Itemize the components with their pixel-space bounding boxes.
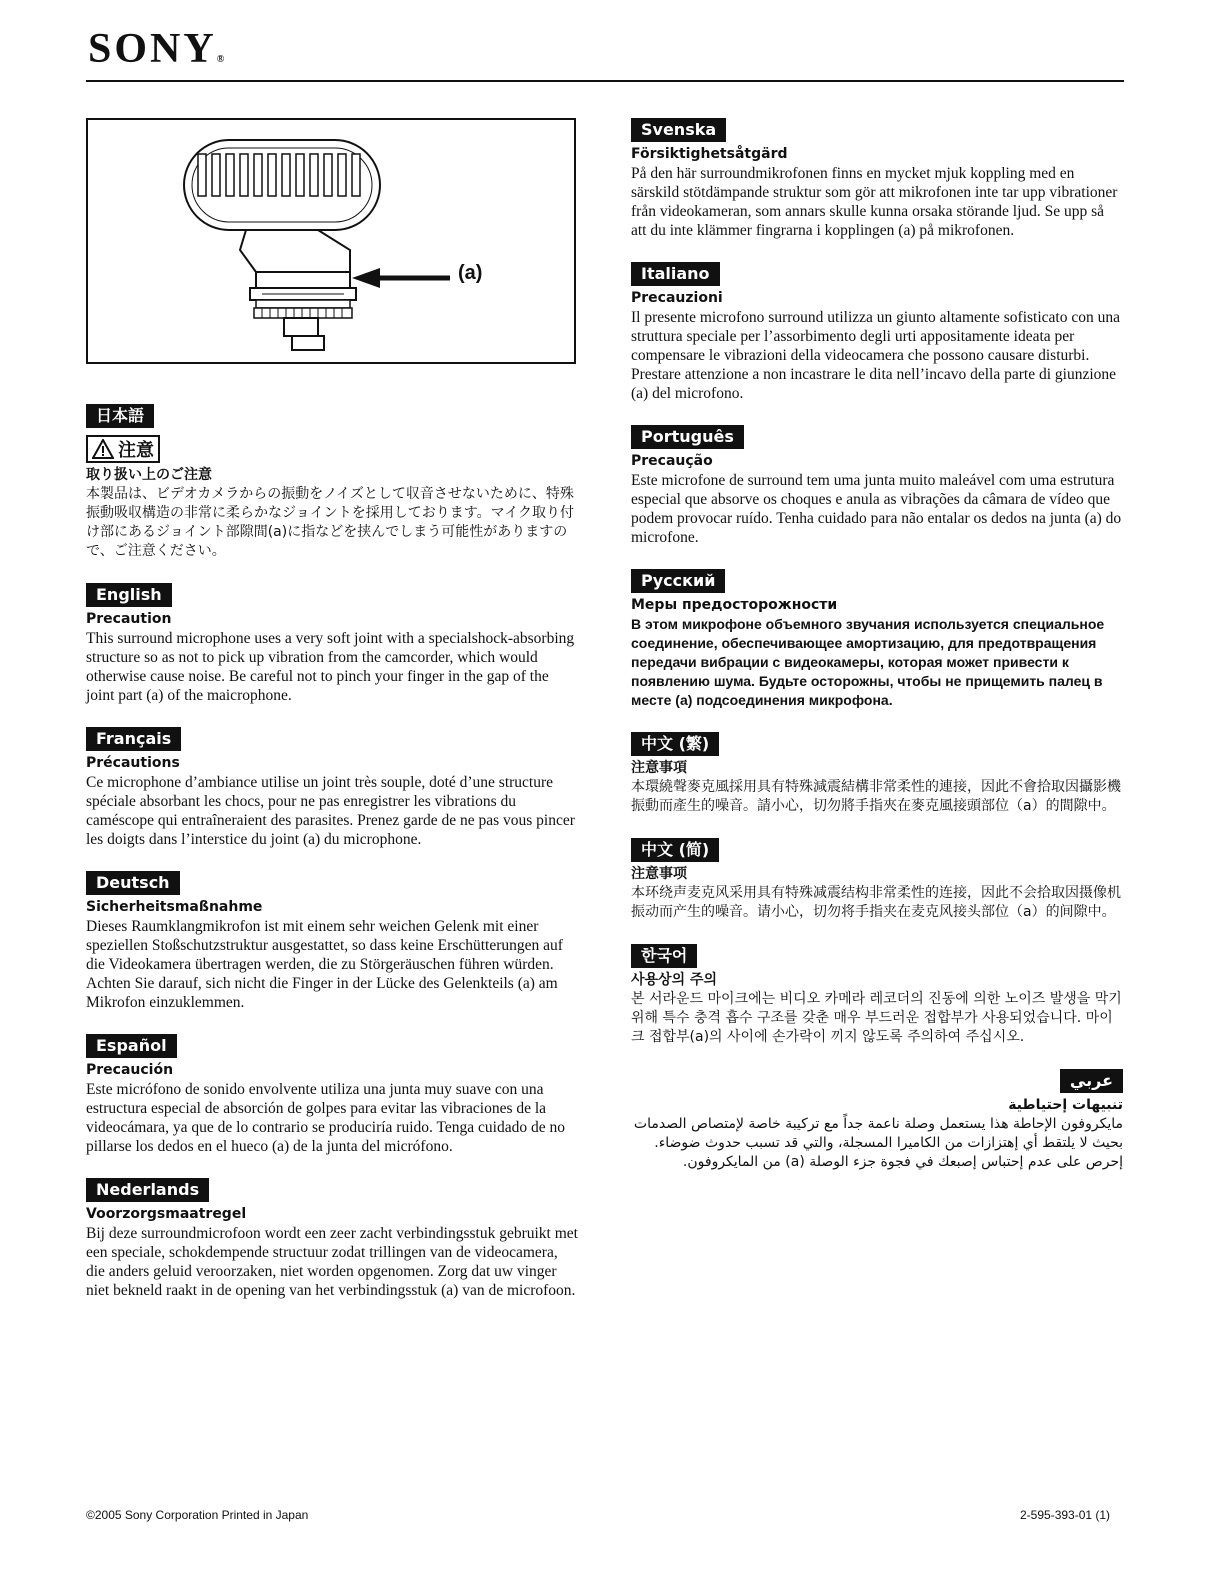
section-body: 本环绕声麦克风采用具有特殊减震结构非常柔性的连接，因此不会拾取因摄像机振动而产生的噪音。请小心，切勿将手指夹在麦克风接头部位（a）的间隙中。: [631, 885, 1121, 920]
lang-tag: Nederlands: [86, 1178, 209, 1202]
lang-tag: عربي: [1060, 1069, 1123, 1093]
section-body: Este microfone de surround tem uma junta muito maleável com uma estrutura especial que absorve os choques e anula as vibrações da câmara de vídeo que podem provocar ruído. Tenha cuidado para não entalar os dedos na junta (a) do microfone.: [631, 472, 1122, 546]
section-body: På den här surroundmikrofonen finns en mycket mjuk koppling med en särskild stötdämpande struktur som gör att mikrofonen inte tar upp vibrationer från videokameran, som annars skulle kunna orsaka störande ljud. Se upp så att du inte klämmer fingrarna i kopplingen (a) på mikrofonen.: [631, 165, 1118, 239]
section-body: This surround microphone uses a very soft joint with a specialshock-absorbing structure so as not to pick up vibration from the camcorder, which would otherwise cause noise. Be careful not to pinch your finger in the gap of the joint part (a) of the maicrophone.: [86, 630, 575, 704]
section-korean: [631, 944, 1123, 1047]
section-heading: Меры предосторожности: [631, 597, 838, 613]
section-heading: 사용상의 주의: [631, 972, 718, 988]
lang-tag: Español: [86, 1034, 177, 1058]
section-spanish: [86, 1034, 578, 1156]
section-body: В этом микрофоне объемного звучания используется специальное соединение, обеспечивающее амортизацию, для предотвращения передачи вибрации с видеокамеры, которая может привести к появлению шума. Будьте осторожны, чтобы не прищемить палец в месте (a) подсоединения микрофона.: [631, 616, 1105, 708]
lang-tag: Deutsch: [86, 871, 180, 895]
section-dutch: [86, 1178, 578, 1300]
section-heading: Försiktighetsåtgärd: [631, 146, 788, 162]
section-chinese-traditional: [631, 732, 1123, 816]
section-french: [86, 727, 578, 849]
callout-a: (a): [458, 262, 483, 284]
lang-tag: Português: [631, 425, 744, 449]
left-column: [86, 118, 578, 1322]
section-body: Il presente microfono surround utilizza un giunto altamente sofisticato con una struttura speciale per l’assorbimento degli urti appositamente ideata per compensare le vibrazioni della videocamera che possono causare disturbi. Prestare attenzione a non incastrare le dita nell’incavo della parte di giunzione (a) del microfono.: [631, 309, 1120, 402]
section-english: [86, 583, 578, 705]
lang-tag: Русский: [631, 569, 725, 593]
section-portuguese: [631, 425, 1123, 547]
section-body: 本製品は、ビデオカメラからの振動をノイズとして収音させないために、特殊振動吸収構造の非常に柔らかなジョイントを採用しております。マイク取り付け部にあるジョイント部隙間(a)に指などを挟んでしまう可能性がありますので、ご注意ください。: [86, 486, 575, 559]
section-heading: 取り扱い上のご注意: [86, 467, 212, 483]
lang-tag: English: [86, 583, 172, 607]
caution-label: 注意: [118, 440, 154, 461]
sony-logo: [88, 28, 224, 70]
lang-tag: 한국어: [631, 944, 697, 968]
lang-tag: 中文 (简): [631, 838, 719, 862]
lang-tag: 中文 (繁): [631, 732, 719, 756]
section-heading: Précautions: [86, 755, 180, 771]
section-heading: Sicherheitsmaßnahme: [86, 899, 263, 915]
section-body: 本環繞聲麥克風採用具有特殊減震結構非常柔性的連接，因此不會拾取因攝影機振動而產生的噪音。請小心，切勿將手指夾在麥克風接頭部位（a）的間隙中。: [631, 779, 1121, 814]
section-body: مايكروفون الإحاطة هذا يستعمل وصلة ناعمة جداً مع تركيبة خاصة لإمتصاص الصدمات بحيث لا يلتقط أي إهتزازات من الكاميرا المسجلة، والتي قد تسبب حدوث ضوضاء. إحرص على عدم إحتباس إصبعك في فجوة جزء الوصلة (a) من المايكروفون.: [633, 1116, 1123, 1170]
section-body: Este micrófono de sonido envolvente utiliza una junta muy suave con una estructura especial de absorción de golpes para evitar las vibraciones de la videocámara, ya que de lo contrario se produciría ruido. Tenga cuidado de no pillarse los dedos en el hueco (a) de la junta del micrófono.: [86, 1081, 565, 1155]
microphone-figure: [86, 118, 576, 364]
footer-copyright: ©2005 Sony Corporation Printed in Japan: [86, 1508, 309, 1522]
section-heading: 注意事項: [631, 760, 687, 776]
lang-tag: Italiano: [631, 262, 720, 286]
section-italian: [631, 262, 1123, 403]
section-body: 본 서라운드 마이크에는 비디오 카메라 레코더의 진동에 의한 노이즈 발생을 막기 위해 특수 충격 흡수 구조를 갖춘 매우 부드러운 접합부가 사용되었습니다. 마이크 접합부(a)의 사이에 손가락이 끼지 않도록 주의하여 주십시오.: [631, 991, 1122, 1045]
logo-text: SONY: [88, 26, 217, 72]
section-heading: Precaução: [631, 453, 713, 469]
section-body: Bij deze surroundmicrofoon wordt een zeer zacht verbindingsstuk gebruikt met een speciale, schokdempende structuur zodat trillingen van de videocamera, die anders geluid veroorzaken, niet worden opgenomen. Zorg dat uw vinger niet bekneld raakt in de opening van het verbindingsstuk (a) van de microfoon.: [86, 1225, 578, 1299]
section-swedish: [631, 118, 1123, 240]
section-japanese: [86, 404, 578, 561]
section-heading: تنبيهات إحتياطية: [1008, 1097, 1123, 1113]
section-heading: Precaution: [86, 611, 172, 627]
registered-mark: ®: [216, 54, 225, 65]
section-body: Ce microphone d’ambiance utilise un joint très souple, doté d’une structure spéciale absorbant les chocs, pour ne pas enregistrer les vibrations du caméscope qui entraîneraient des parasites. Prenez garde de ne pas vous pincer les doigts dans l’interstice du joint (a) du microphone.: [86, 774, 575, 848]
section-german: [86, 871, 578, 1012]
section-russian: [631, 569, 1123, 710]
footer-code: 2-595-393-01 (1): [1020, 1508, 1111, 1522]
microphone-illustration: [88, 120, 578, 366]
right-column: [631, 118, 1123, 1194]
section-heading: Precaución: [86, 1062, 174, 1078]
lang-tag: Svenska: [631, 118, 726, 142]
section-body: Dieses Raumklangmikrofon ist mit einem sehr weichen Gelenk mit einer speziellen Stoßschutzstruktur ausgestattet, so dass keine Erschütterungen auf die Videokamera übertragen werden, die zu Störgeräuschen führen würden. Achten Sie darauf, sich nicht die Finger in der Lücke des Gelenkteils (a) am Mikrofon einzuklemmen.: [86, 918, 563, 1011]
section-heading: Precauzioni: [631, 290, 723, 306]
header-rule: [86, 80, 1124, 82]
caution-box: [86, 435, 160, 463]
section-heading: Voorzorgsmaatregel: [86, 1206, 247, 1222]
lang-tag: Français: [86, 727, 181, 751]
section-arabic: [631, 1069, 1123, 1172]
lang-tag: 日本語: [86, 404, 154, 428]
section-chinese-simplified: [631, 838, 1123, 922]
warning-triangle-icon: [92, 439, 114, 459]
section-heading: 注意事项: [631, 866, 687, 882]
